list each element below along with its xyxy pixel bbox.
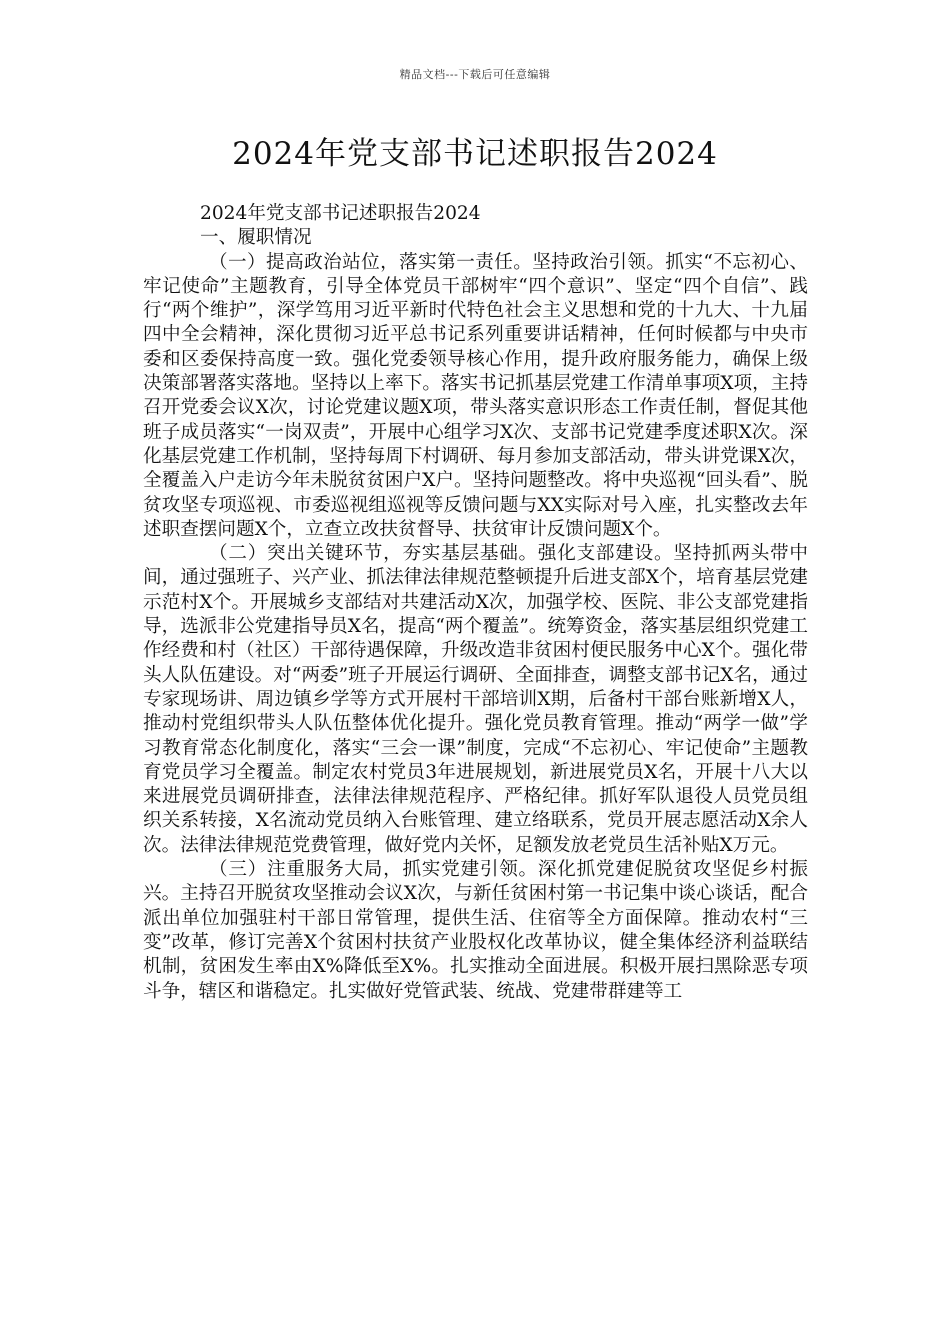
header-note: 精品文档---下载后可任意编辑 — [399, 68, 551, 81]
paragraph-3: （三）注重服务大局，抓实党建引领。深化抓党建促脱贫攻坚促乡村振兴。主持召开脱贫攻坚推动会议X次，与新任贫困村第一书记集中谈心谈话，配合派出单位加强驻村干部日常管理，提供生活、住宿等全方面保障。推动农村“三变”改革，修订完善X个贫困村扶贫产业股权化改革协议，健全集体经济利益联结机制，贫困发生率由X%降低至X%。扎实推动全面进展。积极开展扫黑除恶专项斗争，辖区和谐稳定。扎实做好党管武装、统战、党建带群建等工 — [143, 859, 808, 1002]
document-body — [143, 202, 808, 1004]
paragraph-2: （二）突出关键环节，夯实基层基础。强化支部建设。坚持抓两头带中间，通过强班子、兴产业、抓法律法律规范整顿提升后进支部X个，培育基层党建示范村X个。开展城乡支部结对共建活动X次，加强学校、医院、非公支部党建指导，选派非公党建指导员X名，提高“两个覆盖”。统筹资金，落实基层组织党建工作经费和村（社区）干部待遇保障，升级改造非贫困村便民服务中心X个。强化带头人队伍建设。对“两委”班子开展运行调研、全面排查，调整支部书记X名，通过专家现场讲、周边镇乡学等方式开展村干部培训X期，后备村干部台账新增X人，推动村党组织带头人队伍整体优化提升。强化党员教育管理。推动“两学一做”学习教育常态化制度化，落实“三会一课”制度，完成“不忘初心、牢记使命”主题教育党员学习全覆盖。制定农村党员3年进展规划，新进展党员X名，开展十八大以来进展党员调研排查，法律法律规范程序、严格纪律。抓好军队退役人员党员组织关系转接，X名流动党员纳入台账管理、建立络联系，党员开展志愿活动X余人次。法律法律规范党费管理，做好党内关怀，足额发放老党员生活补贴X万元。 — [143, 543, 808, 856]
paragraph-1: （一）提高政治站位，落实第一责任。坚持政治引领。抓实“不忘初心、牢记使命”主题教育，引导全体党员干部树牢“四个意识”、坚定“四个自信”、践行“两个维护”，深学笃用习近平新时代特色社会主义思想和党的十九大、十九届四中全会精神，深化贯彻习近平总书记系列重要讲话精神，任何时候都与中央市委和区委保持高度一致。强化党委领导核心作用，提升政府服务能力，确保上级决策部署落实落地。坚持以上率下。落实书记抓基层党建工作清单事项X项，主持召开党委会议X次，讨论党建议题X项，带头落实意识形态工作责任制，督促其他班子成员落实“一岗双责”，开展中心组学习X次、支部书记党建季度述职X次。深化基层党建工作机制，坚持每周下村调研、每月参加支部活动，带头讲党课X次，全覆盖入户走访今年未脱贫贫困户X户。坚持问题整改。将中央巡视“回头看”、脱贫攻坚专项巡视、市委巡视组巡视等反馈问题与XX实际对号入座，扎实整改去年述职查摆问题X个，立查立改扶贫督导、扶贫审计反馈问题X个。 — [143, 251, 808, 540]
section-heading: 一、履职情况 — [200, 227, 312, 249]
subtitle-line: 2024年党支部书记述职报告2024 — [200, 203, 481, 224]
document-title: 2024年党支部书记述职报告2024 — [232, 136, 718, 172]
